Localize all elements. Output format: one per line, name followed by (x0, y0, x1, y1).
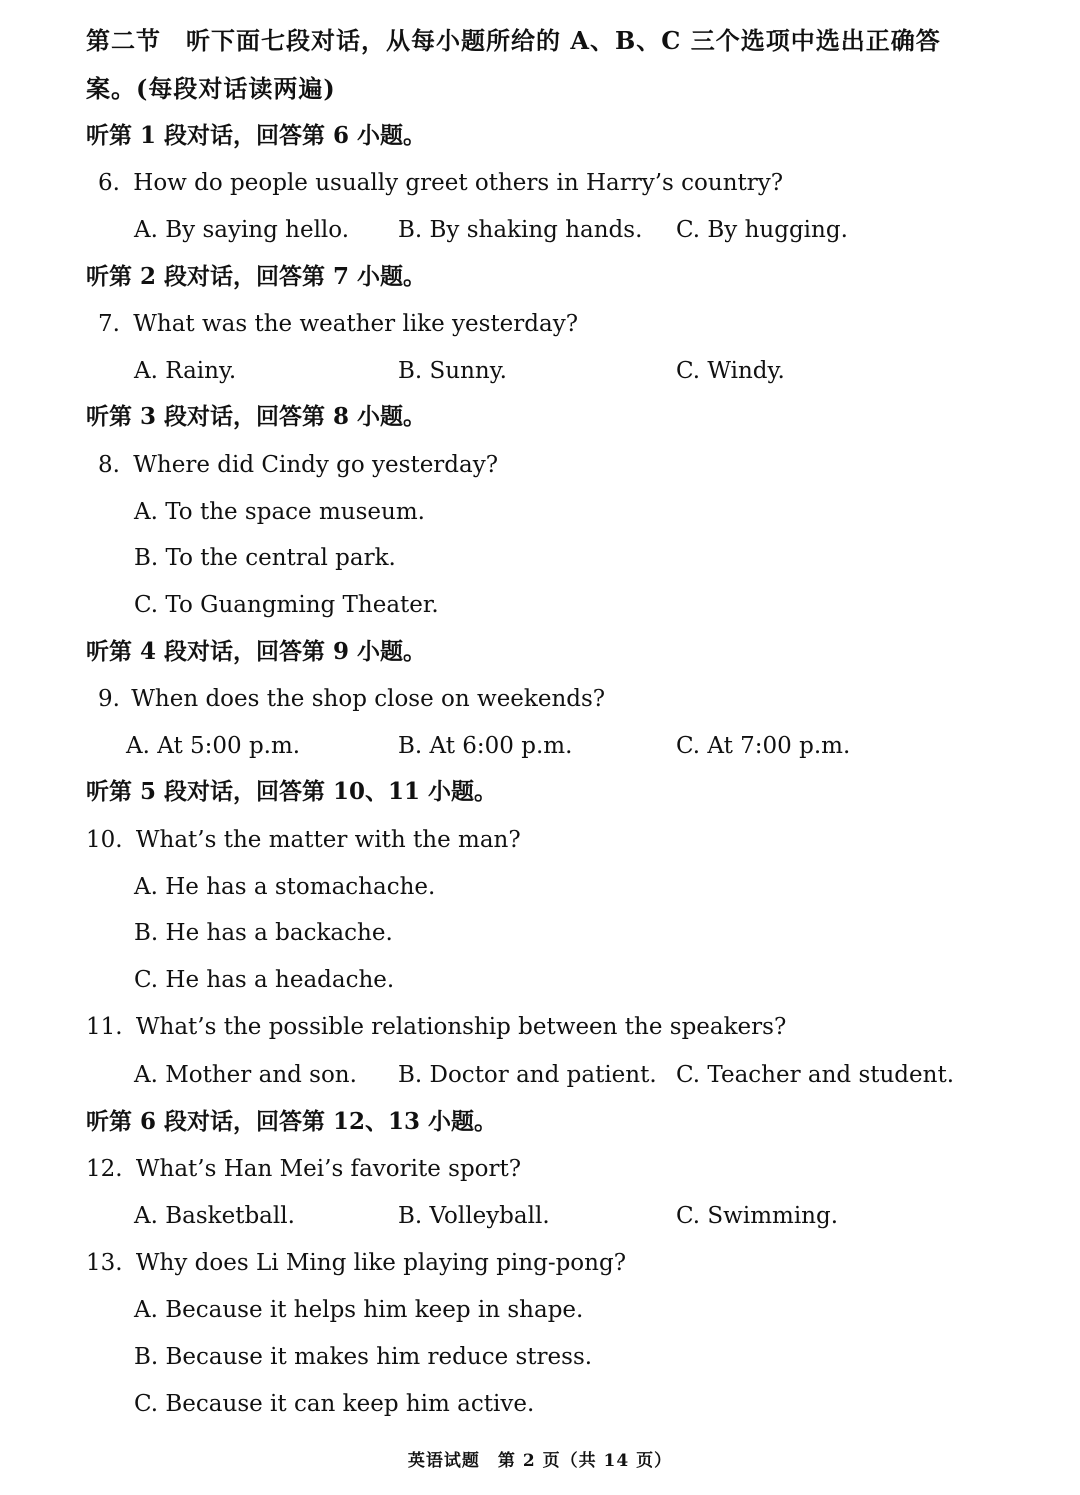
option-c[interactable]: C. Swimming. (676, 1203, 839, 1229)
dialogue-intro: 听第 4 段对话，回答第 9 小题。 (86, 638, 427, 665)
option-c[interactable]: C. At 7:00 p.m. (676, 733, 851, 759)
options-row (0, 356, 1080, 386)
options-row (0, 1201, 1080, 1231)
question-number: 8. (98, 452, 120, 478)
dialogue-intro: 听第 1 段对话，回答第 6 小题。 (86, 122, 427, 149)
option-c[interactable]: C. Teacher and student. (676, 1062, 955, 1088)
option-c[interactable]: C. To Guangming Theater. (134, 592, 439, 618)
option-a[interactable]: A. By saying hello. (134, 217, 350, 243)
question-text: Why does Li Ming like playing ping-pong? (135, 1250, 627, 1276)
option-b[interactable]: B. He has a backache. (134, 920, 393, 946)
question-12 (86, 1154, 521, 1184)
option-a[interactable]: A. At 5:00 p.m. (126, 733, 301, 759)
option-b[interactable]: B. Volleyball. (398, 1203, 550, 1229)
options-row (0, 215, 1080, 245)
option-a[interactable]: A. He has a stomachache. (134, 874, 436, 900)
option-c[interactable]: C. Because it can keep him active. (134, 1391, 535, 1417)
option-a[interactable]: A. To the space museum. (134, 499, 425, 525)
option-b[interactable]: B. Because it makes him reduce stress. (134, 1344, 593, 1370)
question-6 (98, 168, 783, 198)
page-footer: 英语试题 第 2 页（共 14 页） (407, 1451, 673, 1471)
question-number: 9. (98, 686, 120, 712)
question-text: How do people usually greet others in Harry’s country? (133, 170, 784, 196)
dialogue-intro: 听第 5 段对话，回答第 10、11 小题。 (86, 778, 498, 805)
options-row (0, 731, 1080, 761)
question-text: What’s Han Mei’s favorite sport? (135, 1156, 522, 1182)
question-number: 11. (86, 1014, 123, 1040)
option-a[interactable]: A. Because it helps him keep in shape. (134, 1297, 584, 1323)
option-a[interactable]: A. Basketball. (134, 1203, 295, 1229)
question-10 (86, 825, 521, 855)
question-number: 13. (86, 1250, 123, 1276)
question-text: Where did Cindy go yesterday? (133, 452, 499, 478)
question-number: 12. (86, 1156, 123, 1182)
option-c[interactable]: C. Windy. (676, 358, 785, 384)
dialogue-intro: 听第 2 段对话，回答第 7 小题。 (86, 263, 427, 290)
option-b[interactable]: B. Doctor and patient. (398, 1062, 657, 1088)
question-number: 10. (86, 827, 123, 853)
question-text: What was the weather like yesterday? (133, 311, 579, 337)
option-c[interactable]: C. By hugging. (676, 217, 848, 243)
option-a[interactable]: A. Mother and son. (134, 1062, 357, 1088)
section-title-continued: 案。(每段对话读两遍) (86, 74, 336, 103)
question-text: What’s the possible relationship between the speakers? (135, 1014, 787, 1040)
dialogue-intro: 听第 6 段对话，回答第 12、13 小题。 (86, 1108, 498, 1135)
question-text: What’s the matter with the man? (135, 827, 521, 853)
question-text: When does the shop close on weekends? (131, 686, 606, 712)
question-11 (86, 1012, 786, 1042)
option-b[interactable]: B. At 6:00 p.m. (398, 733, 573, 759)
question-7 (98, 309, 578, 339)
dialogue-intro: 听第 3 段对话，回答第 8 小题。 (86, 403, 427, 430)
question-9 (98, 684, 605, 714)
option-b[interactable]: B. By shaking hands. (398, 217, 643, 243)
question-number: 6. (98, 170, 120, 196)
options-row (0, 1060, 1080, 1090)
option-b[interactable]: B. To the central park. (134, 545, 396, 571)
option-c[interactable]: C. He has a headache. (134, 967, 395, 993)
option-a[interactable]: A. Rainy. (134, 358, 237, 384)
question-13 (86, 1248, 626, 1278)
question-8 (98, 450, 498, 480)
question-number: 7. (98, 311, 120, 337)
option-b[interactable]: B. Sunny. (398, 358, 507, 384)
section-title: 第二节 听下面七段对话，从每小题所给的 A、B、C 三个选项中选出正确答 (86, 26, 941, 55)
